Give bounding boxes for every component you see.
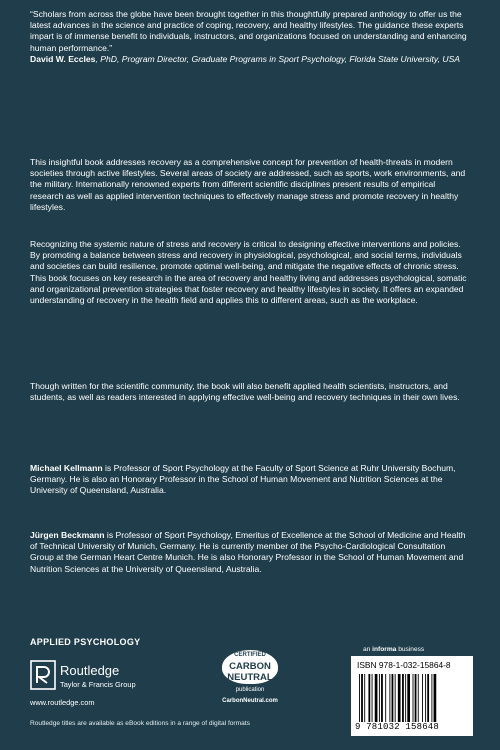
carbon-certified-label: CERTIFIED — [234, 652, 266, 658]
isbn-number: 9 781032 158648 — [355, 722, 440, 732]
carbon-publication-label: publication — [235, 687, 265, 693]
quote-text: “Scholars from across the globe have been brought together in this thoughtfully prepared anthology to offer us the latest advances in the science and practice of coping, recovery, and healthy lifestyles. The guidance these experts impart is of immense benefit to individuals, instructors, and organizations focused on understanding and enhancing human performance.” — [30, 9, 467, 53]
quote-affiliation: , PhD, Program Director, Graduate Programs in Sport Psychology, Florida State University, USA — [95, 53, 461, 64]
description-paragraph-3: Though written for the scientific community, the book will also benefit applied health scientists, instructors, and students, as well as readers interested in applying effective well-being and recovery techniques in their own lives. — [30, 381, 460, 403]
publisher-name: Routledge — [60, 663, 120, 678]
publisher-group: Taylor & Francis Group — [60, 680, 136, 689]
author-bio-kellmann — [30, 463, 470, 497]
quote-author: David W. Eccles — [30, 53, 96, 64]
author-bio-text: is Professor of Sport Psychology at the Faculty of Sport Science at Ruhr University Bochum, Germany. He is also an Honorary Professor in the School of Human Movement and Nutrition Sciences at the University of Queensland, Australia. — [30, 463, 456, 496]
quote-attribution — [30, 54, 470, 65]
description-paragraph-2: Recognizing the systemic nature of stress and recovery is critical to designing effective interventions and policies. By promoting a balance between stress and recovery in physiological, psychological, and social terms, individuals and societies can build resilience, promote optimal well-being, and mitigate the negative effects of chronic stress. This book focuses on key research in the area of recovery and healthy living and addresses psychological, somatic and organizational prevention strategies that foster recovery and healthy lifestyles in society. It offers an expanded understanding of recovery in the health field and applies this to different areas, such as the workplace. — [30, 239, 467, 306]
informa-business-tag: an informa business — [363, 646, 425, 653]
ebook-availability-note: Routledge titles are available as eBook editions in a range of digital formats — [30, 720, 250, 727]
barcode-icon — [359, 674, 467, 722]
isbn-label: ISBN 978-1-032-15864-8 — [357, 660, 451, 670]
endorsement-quote — [30, 9, 470, 65]
author-name: Jürgen Beckmann — [30, 530, 105, 540]
publisher-url[interactable]: www.routledge.com — [30, 698, 95, 707]
informa-brand: informa — [372, 646, 397, 653]
author-bio-text: is Professor of Sport Psychology, Emeritus of Excellence at the School of Medicine and Health of Technical University of Munich, Germany. He is currently member of the Psycho-Cardiological Consultation Group at the German Heart Centre Munich. He is also Honorary Professor in the School of Human Movement and Nutrition Sciences at the University of Queensland, Australia. — [30, 530, 466, 574]
author-bio-beckmann — [30, 530, 470, 575]
carbon-neutral-badge — [212, 650, 288, 716]
publisher-logo-block — [30, 660, 180, 707]
routledge-logo-icon — [30, 660, 56, 690]
carbon-neutral-label: CARBON NEUTRAL — [227, 661, 273, 683]
description-paragraph-1: This insightful book addresses recovery as a comprehensive concept for prevention of health-threats in modern societies through active lifestyles. Several areas of society are addressed, such as sports, work environments, and the military. Internationally renowned experts from different scientific disciplines present results of empirical research as well as applied intervention techniques to effectively manage stress and promote recovery in healthy lifestyles. — [30, 157, 466, 212]
author-name: Michael Kellmann — [30, 463, 103, 473]
carbon-url[interactable]: CarbonNeutral.com — [222, 698, 278, 704]
isbn-barcode — [351, 656, 473, 736]
subject-category: APPLIED PSYCHOLOGY — [30, 637, 141, 647]
